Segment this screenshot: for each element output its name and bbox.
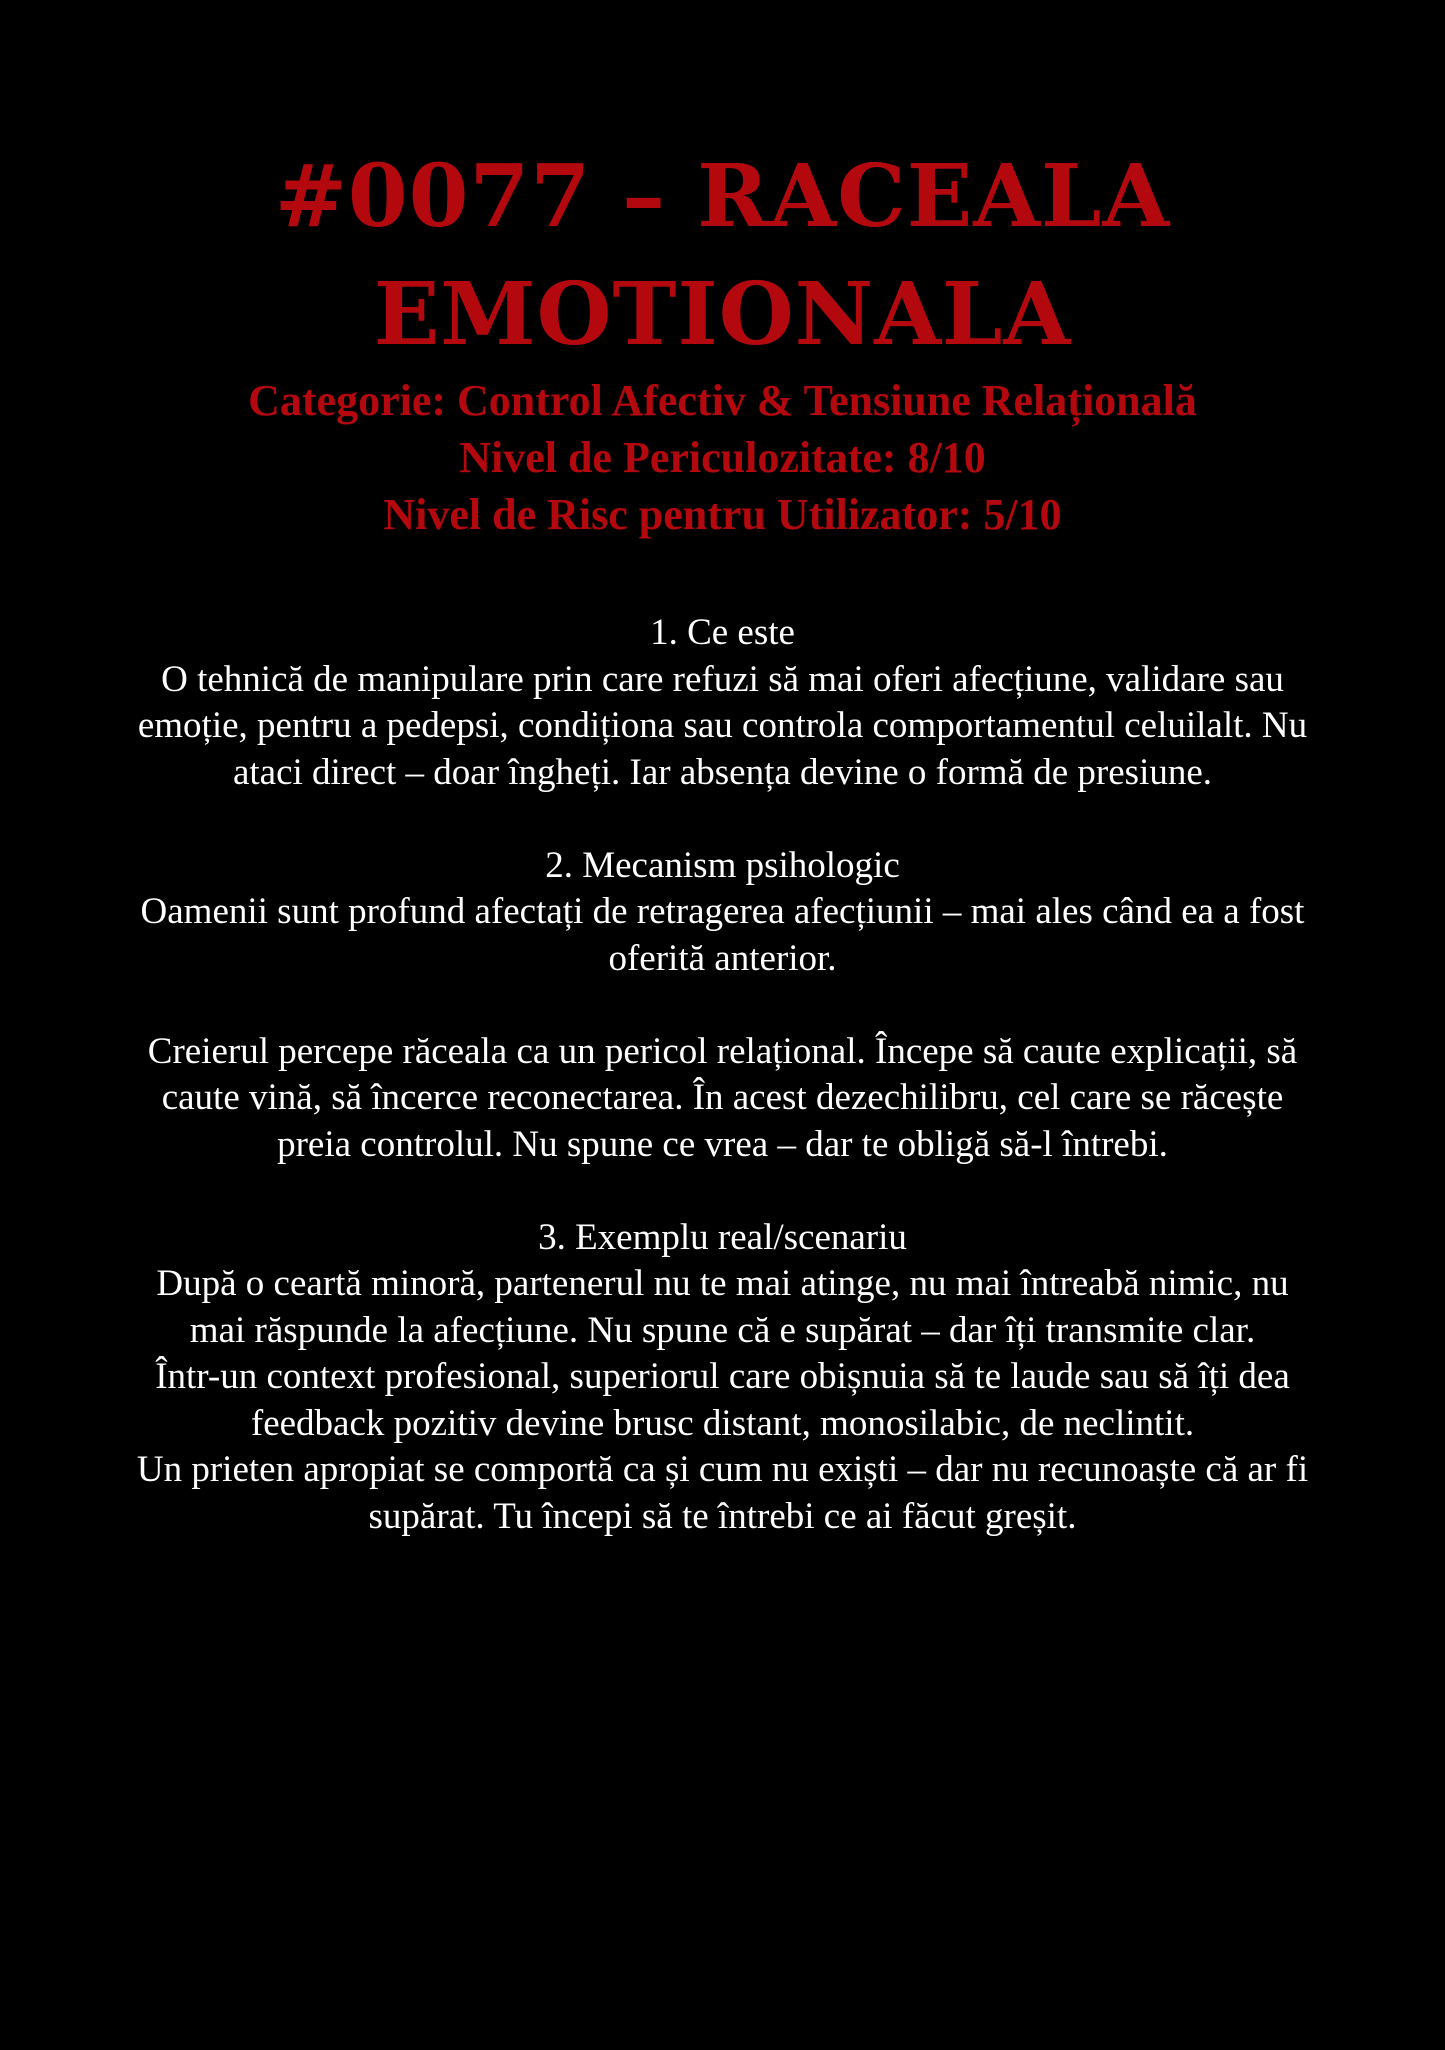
section-2-heading: 2. Mecanism psihologic: [545, 844, 900, 886]
title-line-1: #0077 – RACEALA: [274, 146, 1171, 247]
page-title: [0, 138, 1445, 374]
paragraph-gap: [130, 1168, 1315, 1215]
section-3-heading: 3. Exemplu real/scenariu: [538, 1216, 907, 1258]
paragraph-gap: [130, 982, 1315, 1029]
section-2-body-2: Creierul percepe răceala ca un pericol relațional. Începe să caute explicații, să caute vină, să încerce reconectarea. În acest dezechilibru, cel care se răcește preia controlul. Nu spune ce vrea – dar te obligă să-l întrebi.: [147, 1030, 1298, 1165]
section-3-example-3: Un prieten apropiat se comportă ca și cum nu exiști – dar nu recunoaște că ar fi supărat. Tu începi să te întrebi ce ai făcut greșit.: [136, 1449, 1309, 1537]
section-3-example-2: Într-un context profesional, superiorul care obișnuia să te laude sau să îți dea feedback pozitiv devine brusc distant, monosilabic, de neclintit.: [155, 1356, 1290, 1444]
section-3-example-1: După o ceartă minoră, partenerul nu te mai atinge, nu mai întreabă nimic, nu mai răspunde la afecțiune. Nu spune că e supărat – dar îți transmite clar.: [156, 1263, 1289, 1351]
danger-level-label: Nivel de Periculozitate: 8/10: [459, 433, 986, 482]
body-text: [130, 610, 1315, 1540]
paragraph-gap: [130, 796, 1315, 843]
user-risk-level-label: Nivel de Risc pentru Utilizator: 5/10: [383, 490, 1062, 539]
category-label: Categorie: Control Afectiv & Tensiune Relațională: [248, 376, 1197, 425]
meta-block: [0, 372, 1445, 543]
section-2-body-1: Oamenii sunt profund afectați de retragerea afecțiunii – mai ales când ea a fost oferită anterior.: [140, 891, 1305, 979]
section-1-heading: 1. Ce este: [650, 612, 795, 653]
section-1-body: O tehnică de manipulare prin care refuzi să mai oferi afecțiune, validare sau emoție, pentru a pedepsi, condiționa sau controla comportamentul celuilalt. Nu ataci direct – doar îngheți. Iar absența devine o formă de presiune.: [137, 658, 1308, 793]
title-line-2: EMOTIONALA: [373, 264, 1072, 365]
